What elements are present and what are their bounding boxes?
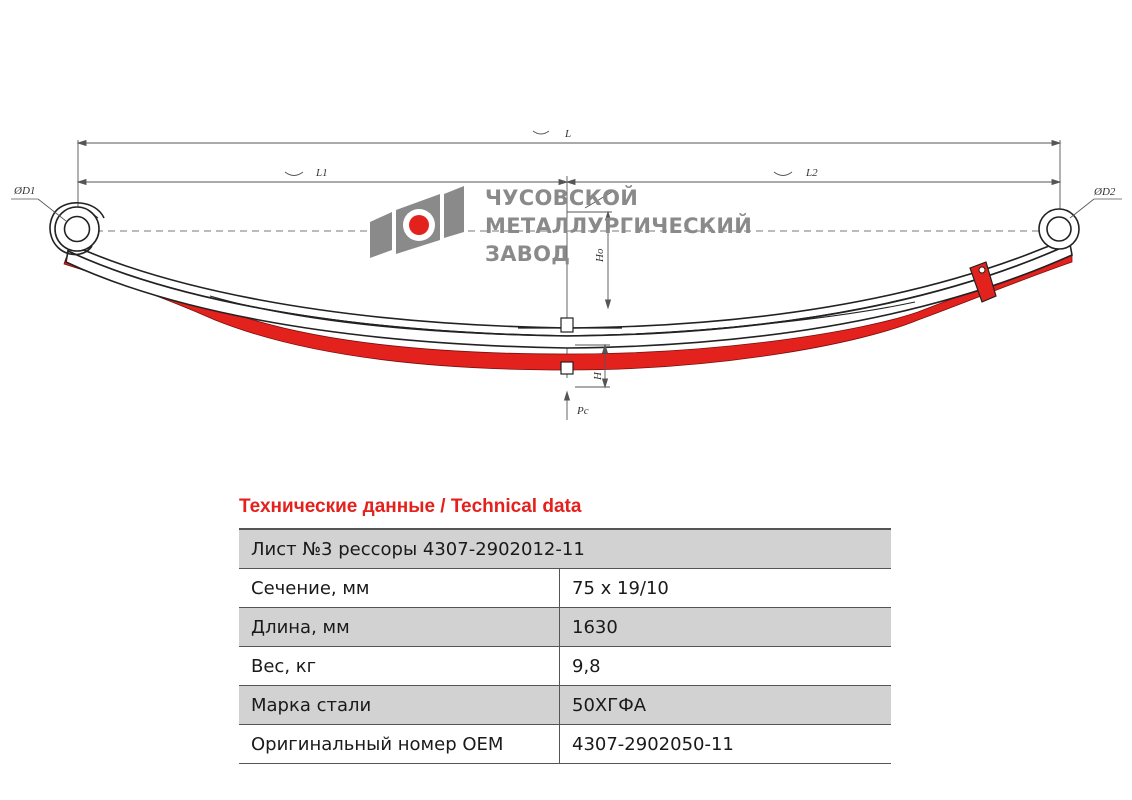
logo-wordmark xyxy=(485,184,752,268)
logo-mark xyxy=(370,186,464,258)
technical-data-title: Технические данные / Technical data xyxy=(239,496,582,517)
table-header-row xyxy=(239,529,891,569)
logo-line-2: МЕТАЛЛУРГИЧЕСКИЙ xyxy=(485,214,753,238)
ho-label: Ho xyxy=(594,248,606,262)
pc-label: Pc xyxy=(577,405,589,417)
dimension-l1-label: L1 xyxy=(316,167,328,179)
left-eye xyxy=(50,203,104,255)
row-value: 75 x 19/10 xyxy=(560,569,892,608)
logo-line-1: ЧУСОВСКОЙ xyxy=(485,186,639,210)
table-row xyxy=(239,686,891,725)
row-value: 4307-2902050-11 xyxy=(560,725,892,764)
technical-data-table xyxy=(239,528,891,764)
row-label: Вес, кг xyxy=(239,647,560,686)
logo-line-3: ЗАВОД xyxy=(485,242,571,266)
dimension-l2-label: L2 xyxy=(806,167,818,179)
table-row xyxy=(239,725,891,764)
row-value: 1630 xyxy=(560,608,892,647)
d2-label: ØD2 xyxy=(1094,186,1116,198)
table-row xyxy=(239,569,891,608)
row-value: 50ХГФА xyxy=(560,686,892,725)
row-label: Оригинальный номер OEM xyxy=(239,725,560,764)
row-value: 9,8 xyxy=(560,647,892,686)
table-row xyxy=(239,608,891,647)
row-label: Марка стали xyxy=(239,686,560,725)
d1-label: ØD1 xyxy=(14,185,36,197)
d2-leader xyxy=(1070,199,1122,218)
table-header-cell: Лист №3 рессоры 4307-2902012-11 xyxy=(239,529,891,569)
red-leaf xyxy=(64,255,1072,370)
dimension-l-label: L xyxy=(565,128,572,140)
right-eye xyxy=(1039,209,1079,249)
row-label: Сечение, мм xyxy=(239,569,560,608)
row-label: Длина, мм xyxy=(239,608,560,647)
h-label: H xyxy=(592,372,604,380)
table-row xyxy=(239,647,891,686)
